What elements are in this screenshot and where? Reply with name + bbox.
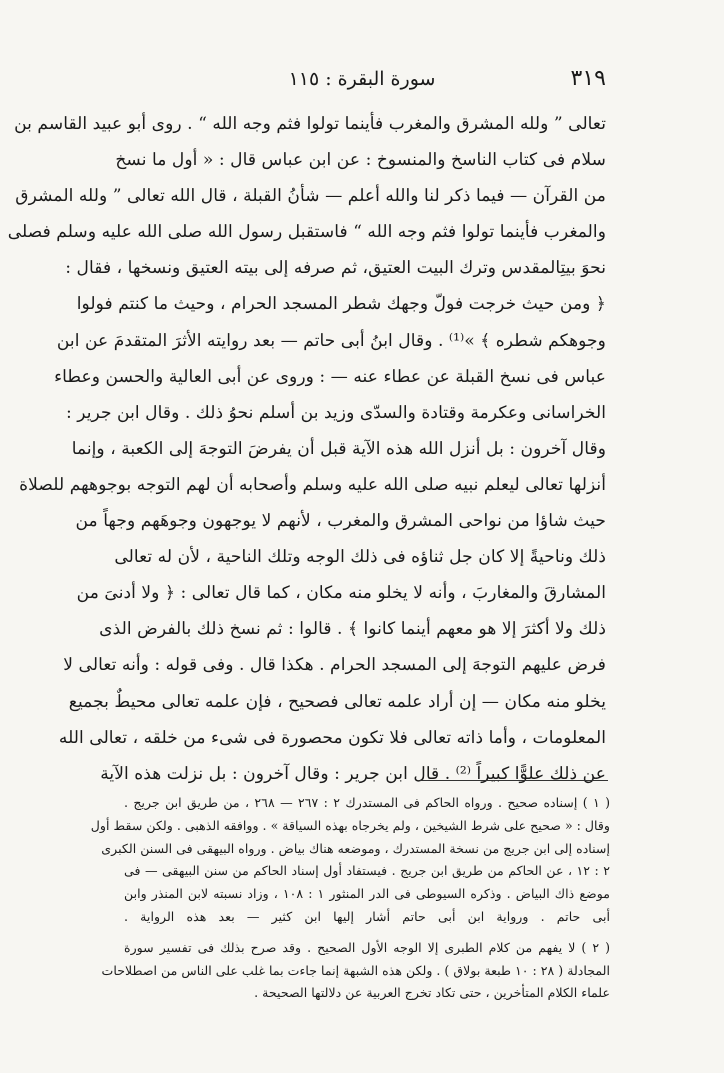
text-line: المعلومات ، وأما ذاته تعالى فلا تكون محصورة فى شىء من خلقه ، تعالى الله: [58, 727, 606, 748]
footnote-line: أبى حاتم . ورواية ابن أبى حاتم أشار إليها ابن كثير — بعد هذه الرواية .: [124, 908, 610, 924]
text-line: من القرآن — فيما ذكر لنا والله أعلم — شأنُ القبلة ، قال الله تعالى ” ولله المشرق: [15, 186, 606, 207]
footnote-line: ٢ : ١٢ ، عن الحاكم من طريق ابن جريج . فيستفاد أول إسناد الحاكم من سنن البيهقى — فى: [124, 863, 610, 879]
footnote-line: ( ١ ) إسناده صحيح . ورواه الحاكم فى المستدرك ٢ : ٢٦٧ — ٢٦٨ ، من طريق ابن جريج .: [124, 795, 610, 810]
text-line: فرض عليهم التوجهَ إلى المسجد الحرام . هكذا قال . وفى قوله : وأنه تعالى لا: [63, 655, 606, 676]
text-line: عن ذلك علوًّا كبيراً ⁽²⁾ . قال ابن جرير : وقال آخرون : بل نزلت هذه الآية: [100, 763, 606, 784]
footnote-gap: [124, 929, 610, 937]
footnote-line: وقال : « صحيح على شرط الشيخين ، ولم يخرجاه بهذه السياقة » . ووافقه الذهبى . ولكن سقط أول: [90, 817, 610, 833]
footnote-2: [101, 937, 610, 1005]
text-line: والمغرب فأينما تولوا فثم وجه الله “ فاستقبل رسول الله صلى الله عليه وسلم فصلى: [7, 222, 606, 243]
running-title: سورة البقرة : ١١٥: [288, 68, 436, 90]
text-line: حيث شاؤا من نواحى المشرق والمغرب ، لأنهم لا يوجهون وجوهَهم وجهاً من: [75, 511, 606, 532]
text-line: الخراسانى وعكرمة وقتادة والسدّى وزيد بن أسلم نحوُ ذلك . وقال ابن جرير :: [65, 402, 606, 423]
footnote-line: المجادلة ( ٢٨ : ١٠ طبعة بولاق ) . ولكن هذه الشبهة إنما جاءت بما غلب على الناس من اصطلاحات: [101, 962, 610, 978]
text-line: ذلك ولا أكثرَ إلا هو معهم أينما كانوا ﴾ . قالوا : ثم نسخ ذلك بالفرض الذى: [99, 619, 606, 640]
text-line: نحوَ بيتِالمقدس وترك البيت العتيق، ثم صرفه إلى بيته العتيق ونسخها ، فقال :: [65, 258, 606, 279]
footnote-line: موضع ذاك البياض . وذكره السيوطى فى الدر المنثور ١ : ١٠٨ ، وزاد نسبته لابن المنذر وابن: [124, 886, 610, 902]
text-line: وقال آخرون : بل أنزل الله هذه الآية قبل أن يفرضَ التوجهَ إلى الكعبة ، وإنما: [71, 438, 606, 459]
footnote-1: [90, 792, 610, 929]
text-line: سلام فى كتاب الناسخ والمنسوخ : عن ابن عباس قال : « أول ما نسخ: [115, 150, 606, 171]
text-line: تعالى ” ولله المشرق والمغرب فأينما تولوا فثم وجه الله “ . روى أبو عبيد القاسم بن: [14, 114, 606, 134]
footnotes: [90, 792, 610, 1005]
page-number: ٣١٩: [570, 66, 606, 91]
text-line: أنزلها تعالى ليعلم نبيه صلى الله عليه وسلم وأصحابه أن لهم التوجه بوجوههم للصلاة: [19, 474, 606, 495]
footnote-line: ( ٢ ) لا يفهم من كلام الطبرى إلا الوجه الأول الصحيح . وقد صرح بذلك فى تفسير سورة: [124, 939, 610, 955]
text-line: وجوهكم شطره ﴾ »⁽¹⁾ . وقال ابنُ أبى حاتم — بعد روايته الأثرَ المتقدمَ عن ابن: [56, 330, 606, 351]
text-line: يخلو منه مكان — إن أراد علمه تعالى فصحيح ، فإن علمه تعالى محيطٌ بجميع: [68, 691, 606, 712]
text-line: عباس فى نسخ القبلة عن عطاء عنه — : وروى عن أبى العالية والحسن وعطاء: [54, 366, 606, 387]
text-line: ﴿ ومن حيث خرجت فولّ وجهك شطر المسجد الحرام ، وحيث ما كنتم فولوا: [76, 294, 606, 315]
text-line: المشارقَ والمغاربَ ، وأنه لا يخلو منه مكان ، كما قال تعالى : ﴿ ولا أدنىَ من: [76, 583, 606, 604]
footnote-line: علماء الكلام المتأخرين ، حتى تكاد تخرج العربية عن دلالتها الصحيحة .: [254, 985, 610, 1001]
running-header: [118, 66, 606, 96]
footnote-divider: [420, 780, 608, 781]
text-line: ذلك وناحيةً إلا كان جل ثناؤه فى ذلك الوجه وتلك الناحية ، لأن له تعالى: [114, 547, 606, 568]
main-text: [7, 106, 606, 792]
footnote-line: إسناده إلى ابن جريج من نسخة المستدرك ، وموضعه هناك بياض . ورواه البيهقى فى السنن الكبرى: [101, 840, 610, 856]
